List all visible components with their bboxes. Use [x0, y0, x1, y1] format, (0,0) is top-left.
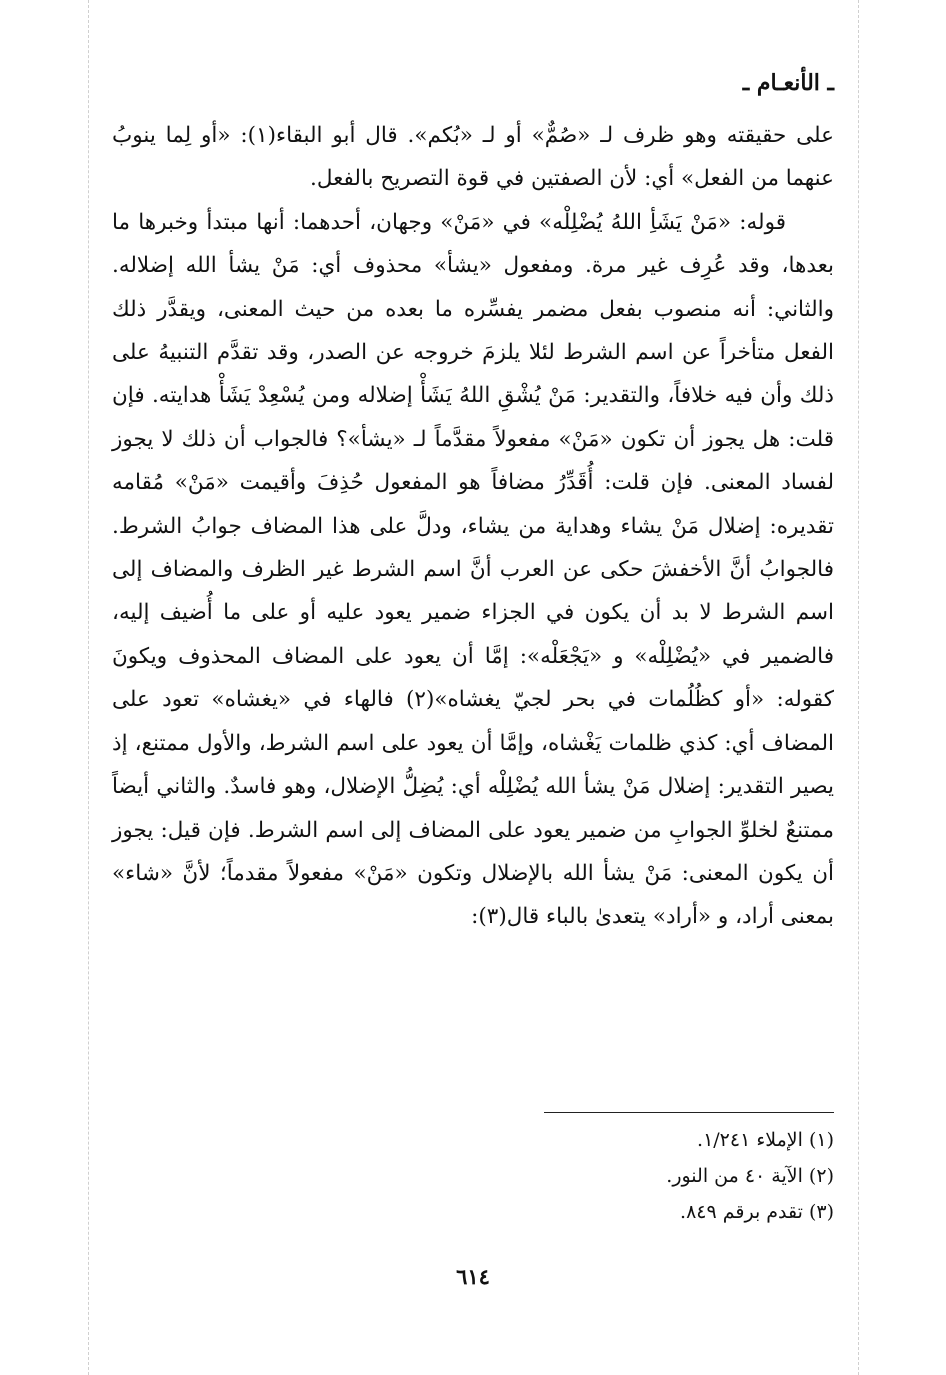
- footnote-1: (١) الإملاء ١/٢٤١.: [697, 1129, 834, 1151]
- footnote-2: (٢) الآية ٤٠ من النور.: [666, 1165, 834, 1187]
- paragraph-1: على حقيقته وهو ظرف لـ «صُمٌّ» أو لـ «بُكم». قال أبو البقاء(١): «أو لِما ينوبُ عنهما من الفعل» أي: لأن الصفتين في قوة التصريح بالفعل.: [112, 123, 834, 192]
- running-header: ـ الأنعـام ـ: [742, 70, 834, 96]
- footnotes: [112, 1122, 834, 1230]
- left-margin-guide: [88, 0, 89, 1375]
- right-margin-guide: [858, 0, 859, 1375]
- footnote-3: (٣) تقدم برقم ٨٤٩.: [680, 1201, 834, 1223]
- footnote-separator: [544, 1112, 834, 1113]
- paragraph-2: قوله: «مَنْ يَشَأِ اللهُ يُضْلِلْه» في «مَنْ» وجهان، أحدهما: أنها مبتدأ وخبرها ما بعدها، وقد عُرِف غير مرة. ومفعول «يشأ» محذوف أي: مَنْ يشأ الله إضلاله. والثاني: أنه منصوب بفعل مضمر يفسِّره ما بعده من حيث المعنى، ويقدَّر ذلك الفعل متأخراً عن اسم الشرط لئلا يلزمَ خروجه عن الصدر، وقد تقدَّم التنبيهُ على ذلك وأن فيه خلافاً، والتقدير: مَنْ يُشْقِ اللهُ يَشَأْ إضلاله ومن يُسْعِدْ يَشَأْ هدايته. فإن قلت: هل يجوز أن تكون «مَنْ» مفعولاً مقدَّماً لـ «يشأ»؟ فالجواب أن ذلك لا يجوز لفساد المعنى. فإن قلت: أُقَدِّرُ مضافاً هو المفعول حُذِفَ وأقيمت «مَنْ» مُقامه تقديره: إضلال مَنْ يشاء وهداية من يشاء، ودلَّ على هذا المضاف جوابُ الشرط. فالجوابُ أنَّ الأخفشَ حكى عن العرب أنَّ اسم الشرط غير الظرف والمضاف إلى اسم الشرط لا بد أن يكون في الجزاء ضمير يعود عليه أو على ما أُضيف إليه، فالضمير في «يُضْلِلْه» و «يَجْعَلْه»: إمَّا أن يعود على المضاف المحذوف ويكونَ كقوله: «أو كظُلُمات في بحر لجيّ يغشاه»(٢) فالهاء في «يغشاه» تعود على المضاف أي: كذي ظلمات يَغْشاه، وإمَّا أن يعود على اسم الشرط، والأول ممتنع، إذ يصير التقدير: إضلال مَنْ يشأ الله يُضْلِلْه أي: يُضِلُّ الإضلال، وهو فاسدٌ. والثاني أيضاً ممتنعٌ لخلوِّ الجوابِ من ضمير يعود على المضاف إلى اسم الشرط. فإن قيل: يجوز أن يكون المعنى: مَنْ يشأ الله بالإضلال وتكون «مَنْ» مفعولاً مقدماً؛ لأنَّ «شاء» بمعنى أراد، و «أراد» يتعدىٰ بالباء قال(٣):: [112, 209, 834, 930]
- main-text: [112, 114, 834, 939]
- page-number: ٦١٤: [456, 1264, 490, 1289]
